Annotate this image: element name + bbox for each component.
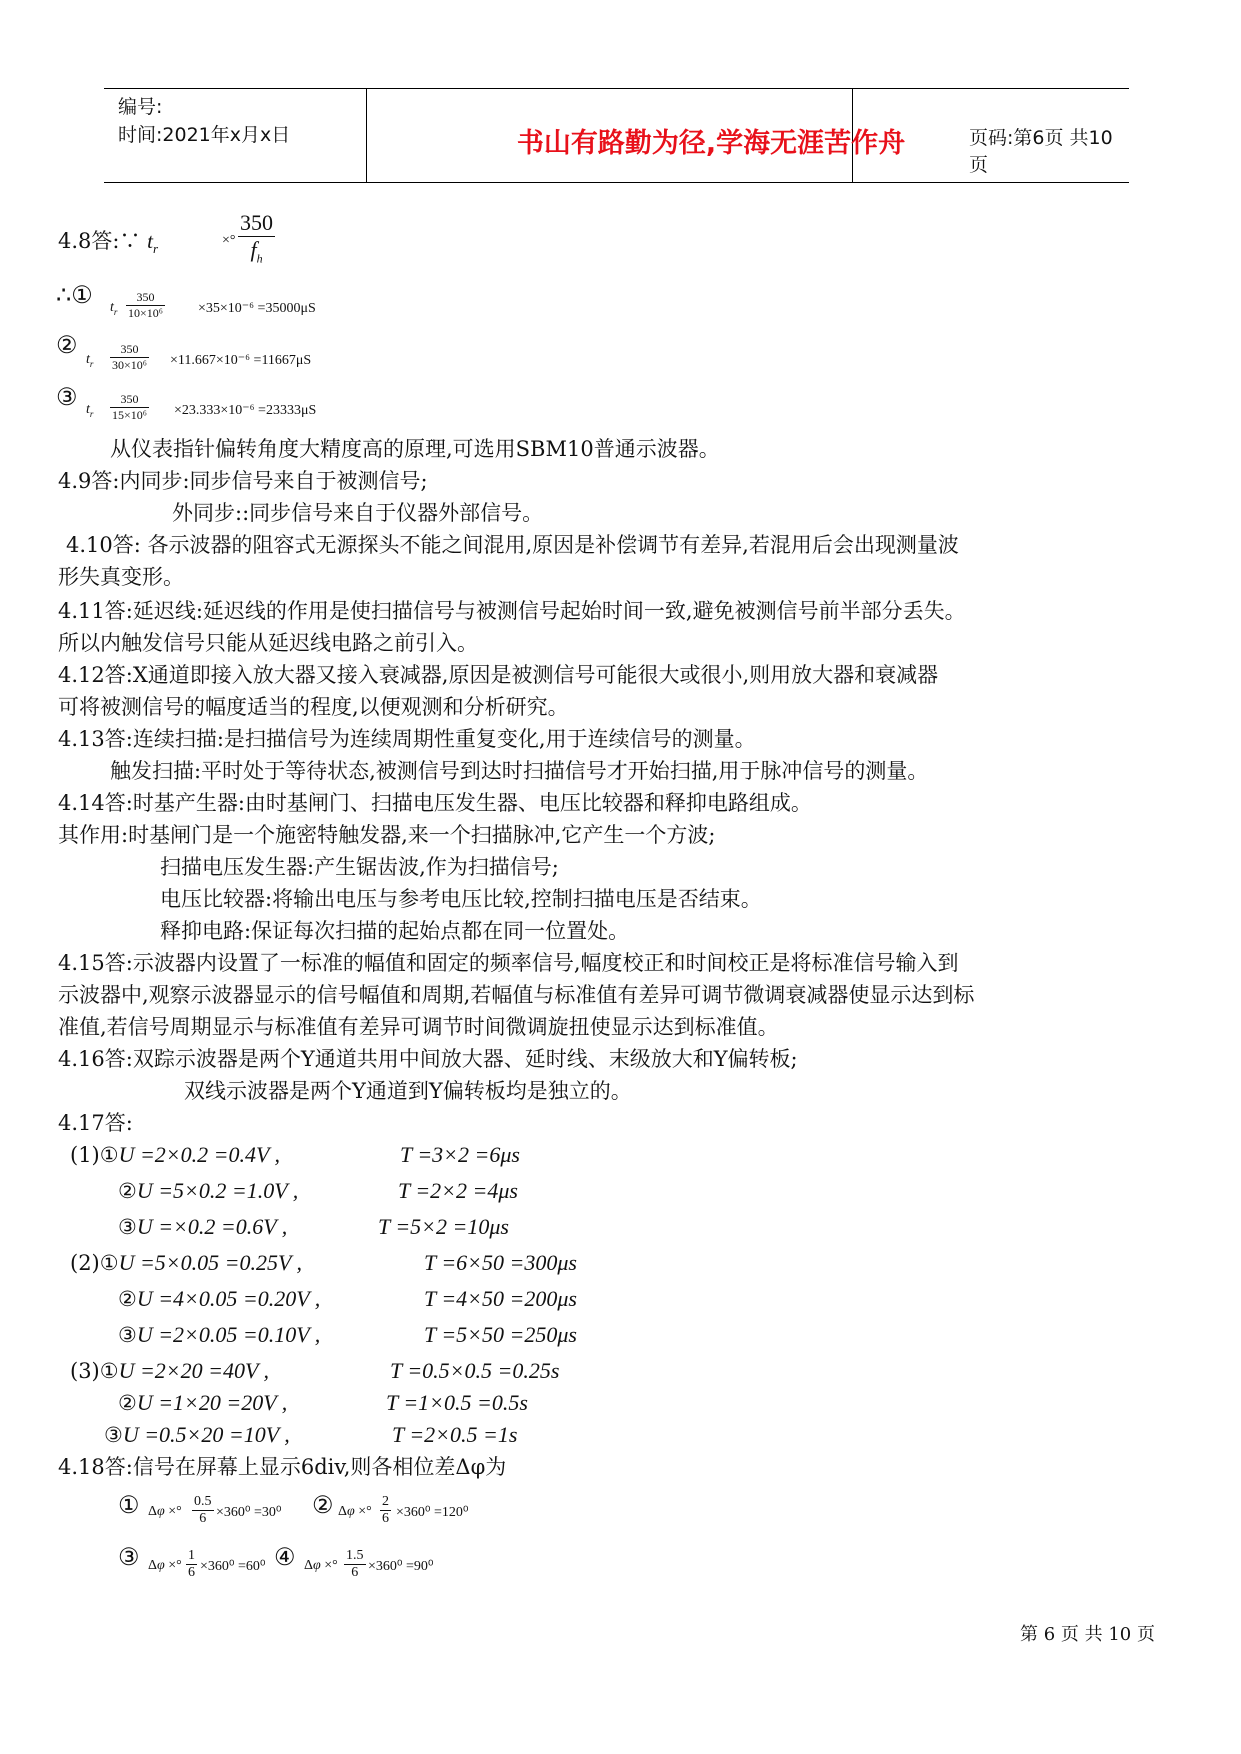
q414-line2: 其作用:时基闸门是一个施密特触发器,来一个扫描脉冲,它产生一个方波; — [58, 823, 716, 847]
q417-row-t: T =1×0.5 =0.5s — [386, 1390, 528, 1415]
q417-row: ②U =1×20 =20V , — [118, 1390, 288, 1415]
q415-line3: 准值,若信号周期显示与标准值有差异可调节时间微调旋扭使显示达到标准值。 — [58, 1015, 779, 1039]
q48-frac-num: 350 — [240, 210, 273, 235]
q415-line1: 4.15答:示波器内设置了一标准的幅值和固定的频率信号,幅度校正和时间校正是将标准信号输入到 — [58, 951, 959, 975]
q417-row-t: T =6×50 =300μs — [424, 1250, 577, 1275]
q417-row: ③U =2×0.05 =0.10V , — [118, 1322, 321, 1347]
q418-case1-label: ① — [118, 1491, 140, 1519]
q417-row-t: T =0.5×0.5 =0.25s — [390, 1358, 560, 1383]
header-meta — [118, 93, 290, 149]
q412-line1: 4.12答:X通道即接入放大器又接入衰减器,原因是被测信号可能很大或很小,则用放大器和衰减器 — [58, 663, 939, 687]
q418-case2-rest: ×360⁰ =120⁰ — [396, 1505, 469, 1520]
q48-prefix: 4.8答:∵ — [58, 229, 141, 253]
q49-line1: 4.9答:内同步:同步信号来自于被测信号; — [58, 469, 428, 493]
page-header — [104, 88, 1129, 183]
q417-row: (3)①U =2×20 =40V , — [70, 1358, 270, 1383]
q417-row-t: T =2×0.5 =1s — [392, 1422, 518, 1447]
doc-number-label: 编号: — [118, 96, 163, 118]
q417-row-t: T =3×2 =6μs — [400, 1142, 520, 1167]
doc-time-label: 时间:2021年x月x日 — [118, 124, 291, 146]
q48-case1-tr: $t_r$ — [110, 300, 118, 317]
q48-case2-num: 350 — [110, 342, 149, 358]
q48-case3-num: 350 — [110, 392, 149, 408]
q417-row: ②U =4×0.05 =0.20V , — [118, 1286, 321, 1311]
q418-case2-label: ② — [312, 1491, 334, 1519]
q48-case2-den: 30×10⁶ — [112, 358, 147, 372]
q48-case3-den: 15×10⁶ — [112, 408, 147, 422]
q418-case1-rest: ×360⁰ =30⁰ — [216, 1505, 282, 1520]
q418-case3-fraction: $\frac{1}{6}$ — [188, 1548, 195, 1580]
q418-case3-rest: ×360⁰ =60⁰ — [200, 1559, 266, 1574]
q418-case3-label: ③ — [118, 1543, 140, 1571]
q48-case1-den: 10×10⁶ — [128, 306, 163, 320]
header-motto: 书山有路勤为径,学海无涯苦作舟 — [516, 128, 906, 159]
q48-case2-expr: ×11.667×10⁻⁶ =11667μS — [170, 353, 312, 368]
q49-line2: 外同步::同步信号来自于仪器外部信号。 — [172, 501, 544, 525]
q410-line1: 4.10答: 各示波器的阻容式无源探头不能之间混用,原因是补偿调节有差异,若混用后会出现测量波 — [66, 533, 959, 557]
q48-line — [58, 228, 158, 262]
q418-title: 4.18答:信号在屏幕上显示6div,则各相位差Δφ为 — [58, 1455, 507, 1479]
q48-case2-tr: $t_r$ — [86, 352, 94, 369]
q48-case1-num: 350 — [126, 290, 165, 306]
q417-row: ③U =×0.2 =0.6V , — [118, 1214, 288, 1239]
q417-row-t: T =5×2 =10μs — [378, 1214, 509, 1239]
q417-row-t: T =4×50 =200μs — [424, 1286, 577, 1311]
q414-line1: 4.14答:时基产生器:由时基闸门、扫描电压发生器、电压比较器和释抑电路组成。 — [58, 791, 812, 815]
q48-case3-label: ③ — [56, 383, 78, 411]
q415-line2: 示波器中,观察示波器显示的信号幅值和周期,若幅值与标准值有差异可调节微调衰减器使显示达到标 — [58, 983, 975, 1007]
q417-row: ③U =0.5×20 =10V , — [104, 1422, 290, 1447]
q48-frac-den: $f_h$ — [250, 237, 263, 266]
q418-case2-fraction: $\frac{2}{6}$ — [382, 1494, 389, 1526]
q48-case2-label: ② — [56, 331, 78, 359]
q418-case4-label: ④ — [274, 1543, 296, 1571]
header-divider — [366, 89, 367, 182]
q48-case3-expr: ×23.333×10⁻⁶ =23333μS — [174, 403, 317, 418]
q48-tr: $t_r$ — [147, 229, 159, 257]
q416-line1: 4.16答:双踪示波器是两个Y通道共用中间放大器、延时线、末级放大和Y偏转板; — [58, 1047, 798, 1071]
q414-line5: 释抑电路:保证每次扫描的起始点都在同一位置处。 — [160, 919, 630, 943]
q417-row-t: T =5×50 =250μs — [424, 1322, 577, 1347]
page-footer: 第 6 页 共 10 页 — [1020, 1624, 1155, 1645]
q48-conclusion: 从仪表指针偏转角度大精度高的原理,可选用SBM10普通示波器。 — [110, 437, 720, 461]
q417-title: 4.17答: — [58, 1111, 133, 1135]
q418-case2-delta: Δφ ×° — [338, 1504, 372, 1519]
q412-line2: 可将被测信号的幅度适当的程度,以便观测和分析研究。 — [58, 695, 569, 719]
q414-line4: 电压比较器:将输出电压与参考电压比较,控制扫描电压是否结束。 — [160, 887, 762, 911]
q413-line2: 触发扫描:平时处于等待状态,被测信号到达时扫描信号才开始扫描,用于脉冲信号的测量。 — [110, 759, 929, 783]
q418-case3-delta: Δφ ×° — [148, 1558, 182, 1573]
q418-case4-rest: ×360⁰ =90⁰ — [368, 1559, 434, 1574]
q48-case1-label: ∴① — [56, 281, 93, 309]
q416-line2: 双线示波器是两个Y通道到Y偏转板均是独立的。 — [184, 1079, 632, 1103]
q48-case2-fraction — [110, 342, 149, 373]
q418-case4-delta: Δφ ×° — [304, 1558, 338, 1573]
q414-line3: 扫描电压发生器:产生锯齿波,作为扫描信号; — [160, 855, 559, 879]
header-page-label: 页码:第6页 共10页 — [969, 127, 1113, 176]
q413-line1: 4.13答:连续扫描:是扫描信号为连续周期性重复变化,用于连续信号的测量。 — [58, 727, 756, 751]
q411-line2: 所以内触发信号只能从延迟线电路之前引入。 — [58, 631, 478, 655]
q410-line2: 形失真变形。 — [58, 565, 184, 589]
q48-main-fraction — [238, 210, 275, 266]
q417-row-t: T =2×2 =4μs — [398, 1178, 518, 1203]
q411-line1: 4.11答:延迟线:延迟线的作用是使扫描信号与被测信号起始时间一致,避免被测信号前半部分丢失。 — [58, 599, 966, 623]
q48-case1-expr: ×35×10⁻⁶ =35000μS — [198, 301, 316, 316]
q48-case3-tr: $t_r$ — [86, 402, 94, 419]
q417-row: ②U =5×0.2 =1.0V , — [118, 1178, 299, 1203]
q48-case1-fraction — [126, 290, 165, 321]
q417-row: (1)①U =2×0.2 =0.4V , — [70, 1142, 281, 1167]
q418-case1-delta: Δφ ×° — [148, 1504, 182, 1519]
q417-row: (2)①U =5×0.05 =0.25V , — [70, 1250, 303, 1275]
q418-case4-fraction: $\frac{1.5}{6}$ — [346, 1548, 364, 1580]
q48-eq-glyph: ×° — [222, 233, 236, 248]
q48-case3-fraction — [110, 392, 149, 423]
q418-case1-fraction: $\frac{0.5}{6}$ — [194, 1494, 212, 1526]
